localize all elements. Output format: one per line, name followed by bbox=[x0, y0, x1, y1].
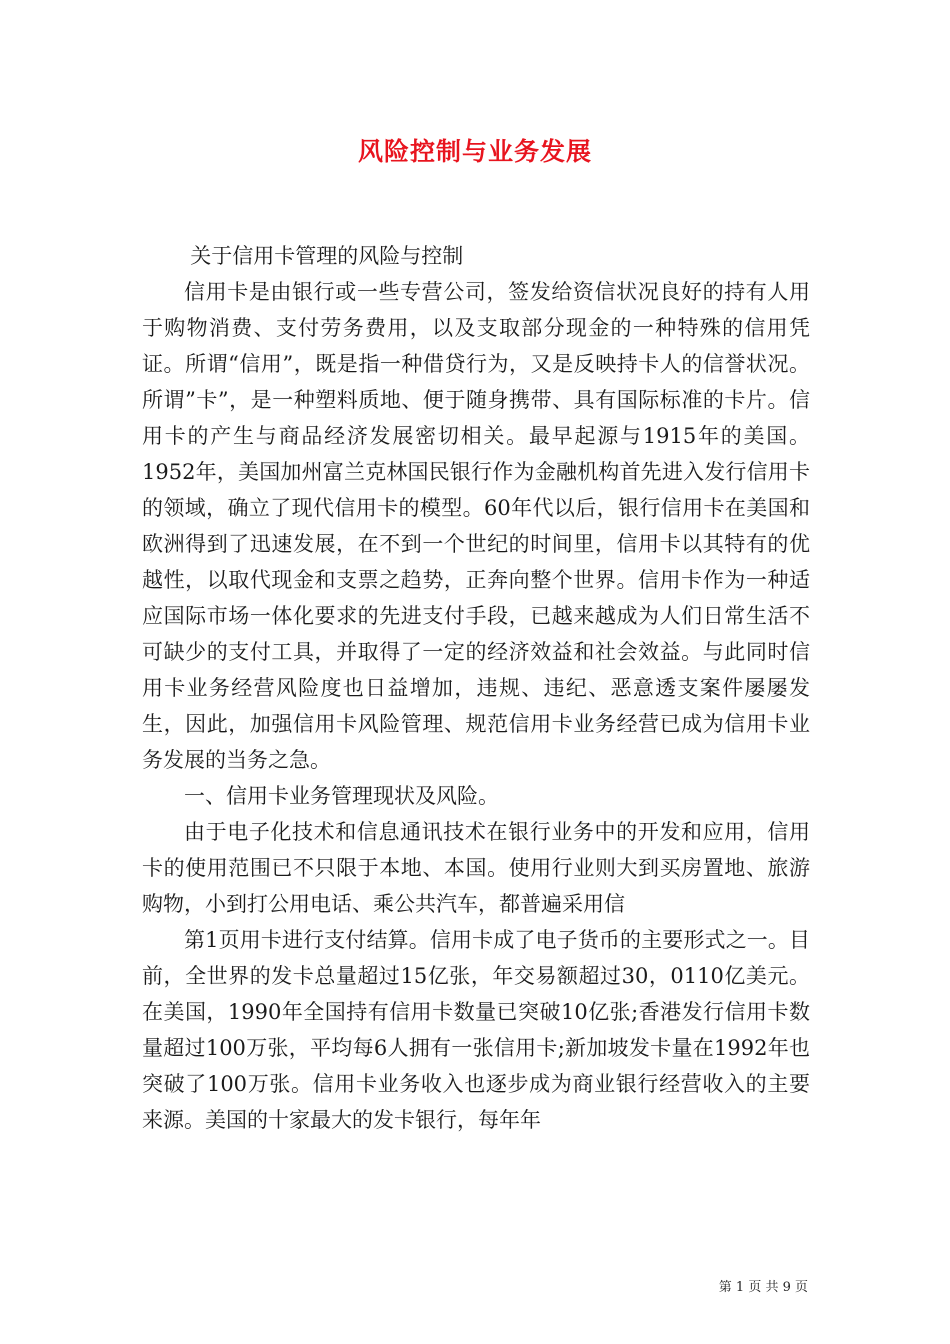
paragraph-intro: 信用卡是由银行或一些专营公司，签发给资信状况良好的持有人用于购物消费、支付劳务费用，以及支取部分现金的一种特殊的信用凭证。所谓“信用”，既是指一种借贷行为，又是反映持卡人的信誉状况。所谓”卡”，是一种塑料质地、便于随身携带、具有国际标准的卡片。信用卡的产生与商品经济发展密切相关。最早起源与1915年的美国。1952年，美国加州富兰克林国民银行作为金融机构首先进入发行信用卡的领域，确立了现代信用卡的模型。60年代以后，银行信用卡在美国和欧洲得到了迅速发展，在不到一个世纪的时间里，信用卡以其特有的优越性，以取代现金和支票之趋势，正奔向整个世界。信用卡作为一种适应国际市场一体化要求的先进支付手段，已越来越成为人们日常生活不可缺少的支付工具，并取得了一定的经济效益和社会效益。与此同时信用卡业务经营风险度也日益增加，违规、违纪、恶意透支案件屡屡发生，因此，加强信用卡风险管理、规范信用卡业务经营已成为信用卡业务发展的当务之急。 bbox=[142, 280, 810, 772]
document-body bbox=[142, 238, 810, 1138]
paragraph-statistics: 第1页用卡进行支付结算。信用卡成了电子货币的主要形式之一。目前，全世界的发卡总量超过15亿张，年交易额超过30，0110亿美元。在美国，1990年全国持有信用卡数量已突破10亿张;香港发行信用卡数量超过100万张，平均每6人拥有一张信用卡;新加坡发卡量在1992年也突破了100万张。信用卡业务收入也逐步成为商业银行经营收入的主要来源。美国的十家最大的发卡银行，每年年 bbox=[142, 928, 810, 1132]
document-subtitle: 关于信用卡管理的风险与控制 bbox=[190, 244, 464, 268]
paragraph-usage: 由于电子化技术和信息通讯技术在银行业务中的开发和应用，信用卡的使用范围已不只限于本地、本国。使用行业则大到买房置地、旅游购物，小到打公用电话、乘公共汽车，都普遍采用信 bbox=[142, 820, 810, 916]
page-number: 第 1 页 共 9 页 bbox=[718, 1280, 808, 1295]
document-title: 风险控制与业务发展 bbox=[357, 137, 592, 166]
section-heading: 一、信用卡业务管理现状及风险。 bbox=[184, 784, 499, 808]
